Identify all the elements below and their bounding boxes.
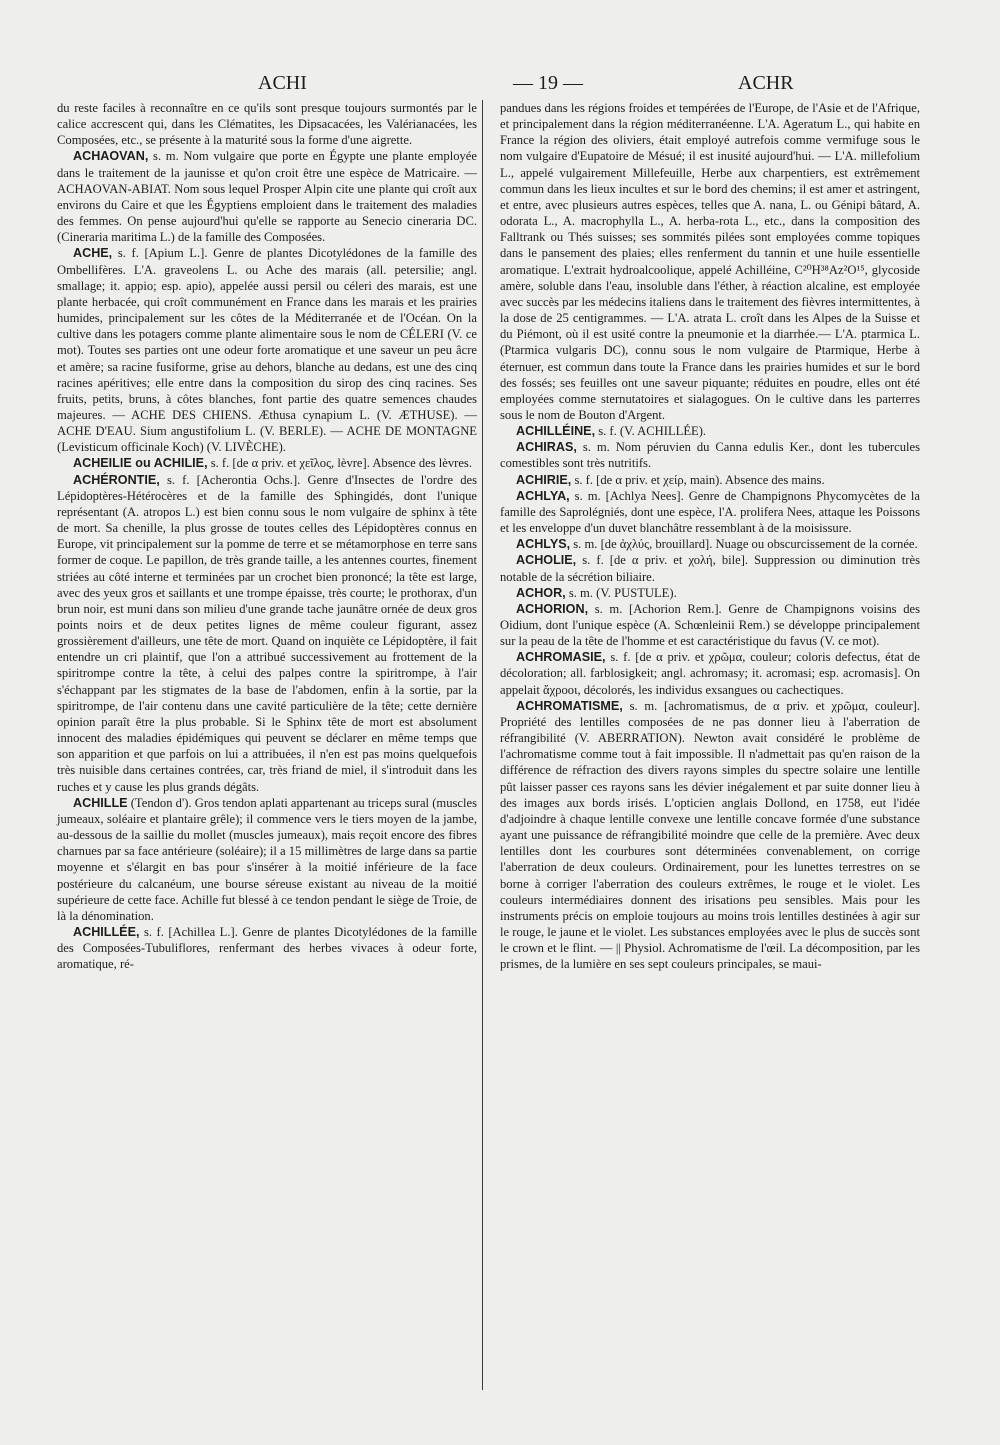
dictionary-entry [500, 536, 920, 552]
dictionary-entry [500, 698, 920, 973]
entry-headword: ACHILLE [73, 795, 128, 810]
entry-text: s. m. [Achlya Nees]. Genre de Champignons Phycomycètes de la famille des Saprolégniés, dont une espèce, l'A. prolifera Nees, attaque les Poissons et les enveloppe d'un duvet blanchâtre ressemblant à de la moisissure. [500, 488, 920, 536]
dictionary-entry [500, 472, 920, 488]
entry-text: s. m. [de ἀχλύς, brouillard]. Nuage ou obscurcissement de la cornée. [573, 537, 918, 552]
entry-headword: ACHE, [73, 246, 113, 261]
entry-headword: ACHROMATISME, [516, 698, 623, 713]
dictionary-entry [500, 488, 920, 536]
entry-headword: ACHILLÉE, [73, 924, 140, 939]
dictionary-entry [57, 472, 477, 795]
dictionary-entry [500, 552, 920, 584]
entry-text: s. m. Nom vulgaire que porte en Égypte une plante employée dans le traitement de la jaunisse et qu'on croit être une espèce de Matricaire. — ACHAOVAN-ABIAT. Nom sous lequel Prosper Alpin cite une plante qui croît aux environs du Caire et que les Égyptiens emploient dans le traitement des maladies des femmes. On pense aujourd'hui qu'elle se rapporte au Senecio cineraria DC. (Cineraria maritima L.) de la famille des Composées. [57, 149, 477, 245]
right-column [500, 100, 920, 972]
entry-text: s. f. (V. ACHILLÉE). [598, 424, 707, 439]
entry-headword: ACHILLÉINE, [516, 424, 596, 439]
entry-headword: ACHOR, [516, 585, 566, 600]
header-right-guide-word: ACHR [738, 72, 794, 94]
entry-text: s. f. [de α priv. et χεῖλος, lèvre]. Absence des lèvres. [210, 456, 472, 471]
entry-text: pandues dans les régions froides et tempérées de l'Europe, de l'Asie et de l'Afrique, et principalement dans la région méditerranéenne. L'A. Ageratum L., qui habite en France la région des oliviers, était employé autrefois comme vermifuge sous le nom vulgaire d'Eupatoire de Mésué; il est inusité aujourd'hui. — L'A. millefolium L., appelé vulgairement Millefeuille, Herbe aux charpentiers, est extrêmement commun dans les lieux incultes et sur le bord des chemins; il est amer et astringent, et entre, avec plusieurs autres espèces, telles que A. nana, L. ou Génipi bâtard, A. odorata L., A. macrophylla L., A. herba-rota L., etc., dans la composition des Falltrank ou Thés suisses; ses sommités pilées sont employées comme topiques dans le pansement des plaies; elles renferment du tannin et une huile essentielle aromatique. L'extrait hydroalcoolique, appelé Achilléine, C²⁰H³⁸Az²O¹⁵, glycoside amère, soluble dans l'eau, insoluble dans l'éther, à réaction alcaline, est employée avec succès par les médecins italiens dans le traitement des fièvres intermittentes, à la dose de 25 centigrammes. — L'A. atrata L. croît dans les Alpes de la Suisse et du Piémont, où il est usité contre la pneumonie et la diarrhée.— L'A. ptarmica L. (Ptarmica vulgaris DC), connu sous le nom vulgaire de Ptarmique, Herbe à éternuer, est commun dans toute la France dans les prairies humides et sur le bord des fossés; ses feuilles ont une saveur piquante; réduites en poudre, elles ont été employées comme sternutatoires et sialagogues. On le cultive dans les parterres sous le nom de Bouton d'Argent. [500, 101, 920, 422]
dictionary-entry [57, 100, 477, 148]
dictionary-entry [57, 795, 477, 924]
entry-text: s. f. [de α priv. et χολή, bile]. Suppression ou diminution très notable de la sécrétion biliaire. [500, 553, 920, 584]
entry-text: (Tendon d'). Gros tendon aplati appartenant au triceps sural (muscles jumeaux, soléaire et plantaire grêle); il commence vers le tiers moyen de la jambe, au-dessous de la saillie du mollet (muscles jumeaux), mais reçoit encore des fibres charnues par sa face antérieure (soléaire); il a 15 millimètres de large dans sa partie moyenne et s'élargit en bas pour s'insérer à la moitié inférieure de la face postérieure du calcanéum, une bourse séreuse existant au niveau de la moitié supérieure de cette face. Achille fut blessé à ce tendon pendant le siège de Troie, de là la dénomination. [57, 795, 477, 923]
entry-headword: ACHÉRONTIE, [73, 472, 160, 487]
page-number: — 19 — [513, 72, 583, 94]
entry-text: s. f. [Achillea L.]. Genre de plantes Dicotylédones de la famille des Composées-Tubuliflores, renfermant des herbes vivaces à odeur forte, aromatique, ré- [57, 924, 477, 972]
left-column [57, 100, 477, 972]
entry-headword: ACHORION, [516, 601, 589, 616]
dictionary-entry [57, 148, 477, 245]
entry-text: s. m. [achromatismus, de α priv. et χρῶμα, couleur]. Propriété des lentilles composées de ne pas donner lieu à l'aberration de réfrangibilité (V. ABERRATION). Newton avait considéré le problème de l'achromatisme comme tout à fait impossible. Il n'admettait pas qu'en raison de la différence de réfraction des divers rayons simples du spectre solaire une lentille pût laisser passer ces rayons sans les dévier inégalement et par suite donner lieu à des images aux bords irisés. L'opticien anglais Dollond, en 1758, eut l'idée d'adjoindre à chaque lentille convexe une lentille concave formée d'une substance ayant une puissance de réfrangibilité moindre que celle de la première. Avec deux lentilles dont les courbures sont déterminées convenablement, on corrige l'aberration de deux couleurs. Ordinairement, pour les lunettes terrestres on se borne à corriger l'aberration des couleurs extrêmes, le rouge et le violet. Les couleurs intermédiaires donnent des irisations peu sensibles. Mais pour les instruments précis on emploie toujours au moins trois lentilles destinées à agir sur le rouge, le jaune et le violet. Les substances employées avec le plus de succès sont le crown et le flint. — || Physiol. Achromatisme de l'œil. La décomposition, par les prismes, de la lumière en ses sept couleurs principales, se maui- [500, 698, 920, 972]
entry-text: s. m. (V. PUSTULE). [568, 585, 677, 600]
entry-text: s. m. Nom péruvien du Canna edulis Ker., dont les tubercules comestibles sont très nutritifs. [500, 440, 920, 471]
entry-headword: ACHIRIE, [516, 472, 572, 487]
dictionary-entry [500, 585, 920, 601]
entry-headword: ACHEILIE ou ACHILIE, [73, 456, 208, 471]
entry-headword: ACHLYS, [516, 537, 571, 552]
entry-headword: ACHIRAS, [516, 440, 577, 455]
entry-text: s. f. [Apium L.]. Genre de plantes Dicotylédones de la famille des Ombellifères. L'A. graveolens L. ou Ache des marais (all. petersilie; angl. smallage; it. appio; esp. apio), appelée aussi persil ou céleri des marais, est une plante herbacée, qui croît communément en France dans les marais et les prairies humides, principalement sur les côtes de la Méditerranée et de l'Océan. On la cultive dans les potagers comme plante alimentaire sous le nom de CÉLERI (V. ce mot). Toutes ses parties ont une odeur forte aromatique et une saveur un peu âcre et amère; sa racine fusiforme, grise au dehors, blanche au dedans, est une des cinq racines apéritives; elle entre dans la composition du sirop des cinq racines. Ses fruits, petits, bruns, à côtes blanches, font partie des quatre semences chaudes majeures. — ACHE DES CHIENS. Æthusa cynapium L. (V. ÆTHUSE). — ACHE D'EAU. Sium angustifolium L. (V. BERLE). — ACHE DE MONTAGNE (Levisticum officinale Koch) (V. LIVÈCHE). [57, 246, 477, 455]
entry-text: du reste faciles à reconnaître en ce qu'ils sont presque toujours surmontés par le calice accrescent qui, dans les Clématites, les Dipsacacées, les Valérianacées, les Composées, etc., se présente à la maturité sous la forme d'une aigrette. [57, 101, 477, 148]
entry-text: s. f. [Acherontia Ochs.]. Genre d'Insectes de l'ordre des Lépidoptères-Hétérocères et de la famille des Sphingidés, dont l'unique représentant (A. atropos L.) est bien connu sous le nom vulgaire de sphinx à tête de mort. Sa chenille, la plus grosse de toutes celles des Lépidoptères connus en Europe, vit principalement sur la pomme de terre et se métamorphose en terre sans former de coque. Le papillon, de très grande taille, a les antennes courtes, finement striées au côté interne et terminées par un crochet bien prononcé; la tête est large, avec des yeux gros et saillants et une trompe épaisse, très courte; le prothorax, d'un brun noir, est muni dans son milieu d'une grande tache jaunâtre ornée de deux gros points noirs et de deux petites lignes de même couleur figurant, assez grossièrement d'ailleurs, une tête de mort. Quand on inquiète ce Lépidoptère, il fait entendre un cri plaintif, que l'on a attribué successivement au frottement de la spiritrompe contre la tête, à celui des palpes contre la spiritrompe, à l'air s'échappant par les stigmates de la base de l'abdomen, enfin à la sortie, par la spiritrompe, de l'air contenu dans une cavité particulière de la tête; cette dernière opinion paraît être la plus probable. Si le Sphinx tête de mort est absolument innocent des maladies épidémiques qui peuvent se déclarer en même temps que son apparition et que parfois on lui a attribuées, il n'en est pas moins quelquefois très nuisible dans certaines contrées, car, très friand de miel, il s'introduit dans les ruches et y cause les plus grands dégâts. [57, 472, 478, 794]
column-divider [482, 100, 483, 1390]
dictionary-entry [500, 423, 920, 439]
entry-text: s. f. [de α priv. et χείρ, main). Absence des mains. [574, 472, 825, 487]
entry-headword: ACHLYA, [516, 488, 570, 503]
entry-text: s. f. [de α priv. et χρῶμα, couleur; coloris defectus, état de décoloration; all. farblosigkeit; angl. achromasy; it. acromasi; esp. acromasis]. On appelait ἄχροοι, décolorés, les individus exsangues ou cachectiques. [500, 650, 920, 697]
dictionary-entry [57, 924, 477, 972]
dictionary-entry [57, 455, 477, 471]
dictionary-entry [500, 100, 920, 423]
entry-headword: ACHAOVAN, [73, 149, 149, 164]
header-left-guide-word: ACHI [258, 72, 307, 94]
dictionary-entry [500, 601, 920, 649]
entry-text: s. m. [Achorion Rem.]. Genre de Champignons voisins des Oidium, dont l'unique espèce (A. Schœnleinii Rem.) se développe principalement sur la peau de la tête de l'homme et est caractéristique du favus (V. ce mot). [500, 601, 921, 649]
dictionary-entry [500, 439, 920, 471]
dictionary-entry [500, 649, 920, 697]
entry-headword: ACHOLIE, [516, 553, 577, 568]
dictionary-entry [57, 245, 477, 455]
entry-headword: ACHROMASIE, [516, 650, 606, 665]
